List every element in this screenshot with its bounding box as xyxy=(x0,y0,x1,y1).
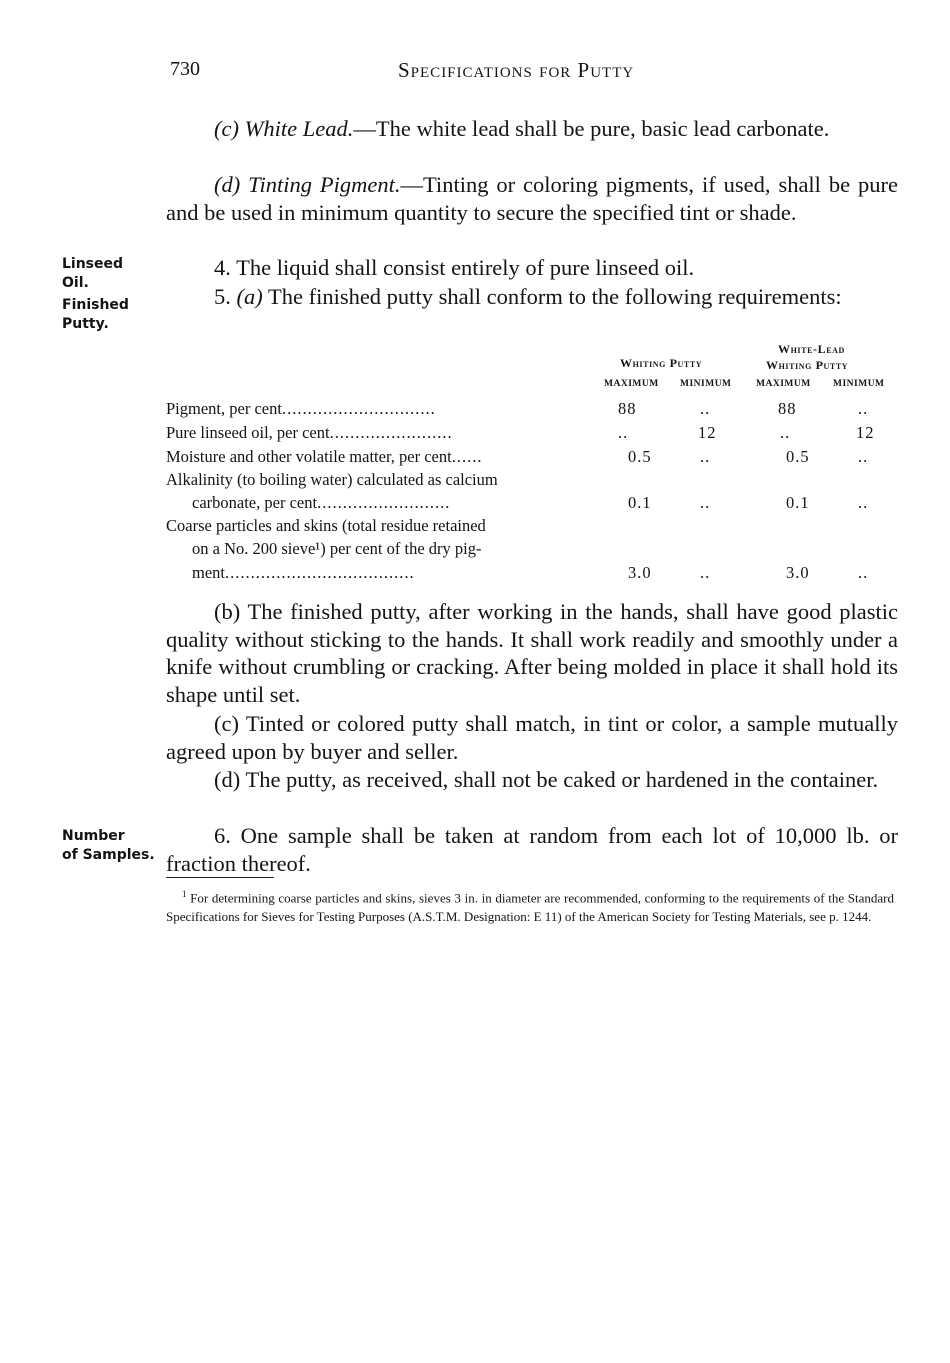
para-text: 6. One sample shall be taken at random from each lot of 10,000 lb. or fraction thereof. xyxy=(166,823,898,876)
page-number: 730 xyxy=(170,58,200,80)
paragraph-tinting-pigment xyxy=(166,171,898,226)
sidenote-finished-putty xyxy=(62,296,129,334)
cell-whiting-max: .. xyxy=(618,423,629,442)
para-text: 4. The liquid shall consist entirely of pure linseed oil. xyxy=(214,255,695,280)
row-label: Moisture and other volatile matter, per cent xyxy=(166,447,452,466)
cell-whiting-min: .. xyxy=(700,563,711,582)
table-row xyxy=(166,515,901,537)
row-label: Coarse particles and skins (total residue retained xyxy=(166,516,486,535)
sidenote-line: of Samples. xyxy=(62,847,155,863)
cell-whitelead-max: 0.5 xyxy=(786,447,810,466)
cell-whiting-min: .. xyxy=(700,447,711,466)
table-row xyxy=(166,538,901,560)
cell-whitelead-min: 12 xyxy=(856,423,875,442)
footnote-text: For determining coarse particles and skins, sieves 3 in. in diameter are recommended, conforming to the requirements of the Standard Specifications for Sieves for Testing Purposes (A.S.T.M. Designation: E 11) of the American Society for Testing Materials, see p. 1244. xyxy=(166,890,895,925)
sidenote-line: Oil. xyxy=(62,275,89,291)
row-label: Pure linseed oil, per cent xyxy=(166,423,330,442)
row-leader: .......................... xyxy=(317,493,451,512)
table-row xyxy=(166,562,901,584)
para-label: (a) xyxy=(236,284,263,309)
table-subheader-max: MAXIMUM xyxy=(756,379,811,389)
row-leader: ........................ xyxy=(329,423,453,442)
paragraph-5d xyxy=(166,766,898,794)
table-row xyxy=(166,398,901,420)
table-subheader-max: MAXIMUM xyxy=(604,379,659,389)
para-text: (d) The putty, as received, shall not be caked or hardened in the container. xyxy=(214,767,879,792)
cell-whiting-max: 3.0 xyxy=(628,563,652,582)
para-text: (b) The finished putty, after working in the hands, shall have good plastic quality without sticking to the hands. It shall work readily and smoothly under a knife without crumbling or cracking. After being molded in place it shall hold its shape until set. xyxy=(166,599,898,707)
para-heading: White Lead. xyxy=(244,116,354,141)
cell-whiting-max: 0.1 xyxy=(628,493,652,512)
table-header-white-lead: White-Lead xyxy=(778,342,845,356)
paragraph-4 xyxy=(166,254,898,282)
cell-whitelead-min: .. xyxy=(858,399,869,418)
cell-whitelead-max: .. xyxy=(780,423,791,442)
cell-whitelead-max: 3.0 xyxy=(786,563,810,582)
paragraph-5a xyxy=(166,283,898,311)
para-text: (c) Tinted or colored putty shall match, in tint or color, a sample mutually agreed upon by buyer and seller. xyxy=(166,711,898,764)
row-label: carbonate, per cent xyxy=(192,493,318,512)
row-label: Alkalinity (to boiling water) calculated as calcium xyxy=(166,470,498,489)
table-row xyxy=(166,469,901,491)
sidenote-line: Number xyxy=(62,828,125,844)
table-header-white-lead-whiting-putty: Whiting Putty xyxy=(766,358,849,372)
sidenote-line: Finished xyxy=(62,297,129,313)
table-subheader-min: MINIMUM xyxy=(833,379,885,389)
cell-whiting-max: 88 xyxy=(618,399,637,418)
cell-whitelead-max: 0.1 xyxy=(786,493,810,512)
sidenote-number-of-samples xyxy=(62,827,155,865)
row-leader: ..................................... xyxy=(225,563,415,582)
row-label: Pigment, per cent xyxy=(166,399,282,418)
cell-whitelead-min: .. xyxy=(858,447,869,466)
footnote-rule xyxy=(166,877,274,878)
sidenote-linseed-oil xyxy=(62,255,123,293)
paragraph-6 xyxy=(166,822,898,877)
para-label: (c) xyxy=(214,116,245,141)
cell-whitelead-min: .. xyxy=(858,493,869,512)
footnote xyxy=(166,885,894,926)
running-title: Specifications for Putty xyxy=(398,58,635,82)
table-row xyxy=(166,492,901,514)
sidenote-line: Linseed xyxy=(62,256,124,272)
row-leader: .............................. xyxy=(281,399,436,418)
row-label: ment xyxy=(192,563,225,582)
para-number: 5. xyxy=(214,284,237,309)
paragraph-white-lead xyxy=(166,115,898,143)
cell-whiting-min: 12 xyxy=(698,423,717,442)
para-text: —The white lead shall be pure, basic lead carbonate. xyxy=(353,116,830,141)
para-label: (d) xyxy=(214,172,249,197)
paragraph-5b xyxy=(166,598,898,708)
row-leader: ...... xyxy=(451,447,483,466)
cell-whitelead-max: 88 xyxy=(778,399,797,418)
para-text: The finished putty shall conform to the following requirements: xyxy=(262,284,842,309)
cell-whiting-max: 0.5 xyxy=(628,447,652,466)
cell-whiting-min: .. xyxy=(700,493,711,512)
table-row xyxy=(166,446,901,468)
table-header-whiting-putty: Whiting Putty xyxy=(620,356,703,370)
row-label: on a No. 200 sieve¹) per cent of the dry pig- xyxy=(192,539,482,558)
para-text: —Tinting or coloring pigments, if used, shall be pure and be used in minimum quantity to secure the specified tint or shade. xyxy=(166,172,898,225)
cell-whitelead-min: .. xyxy=(858,563,869,582)
paragraph-5c xyxy=(166,710,898,765)
table-row xyxy=(166,422,901,444)
cell-whiting-min: .. xyxy=(700,399,711,418)
sidenote-line: Putty. xyxy=(62,316,109,332)
footnote-marker: 1 xyxy=(182,889,187,899)
para-heading: Tinting Pigment. xyxy=(248,172,401,197)
table-subheader-min: MINIMUM xyxy=(680,379,732,389)
